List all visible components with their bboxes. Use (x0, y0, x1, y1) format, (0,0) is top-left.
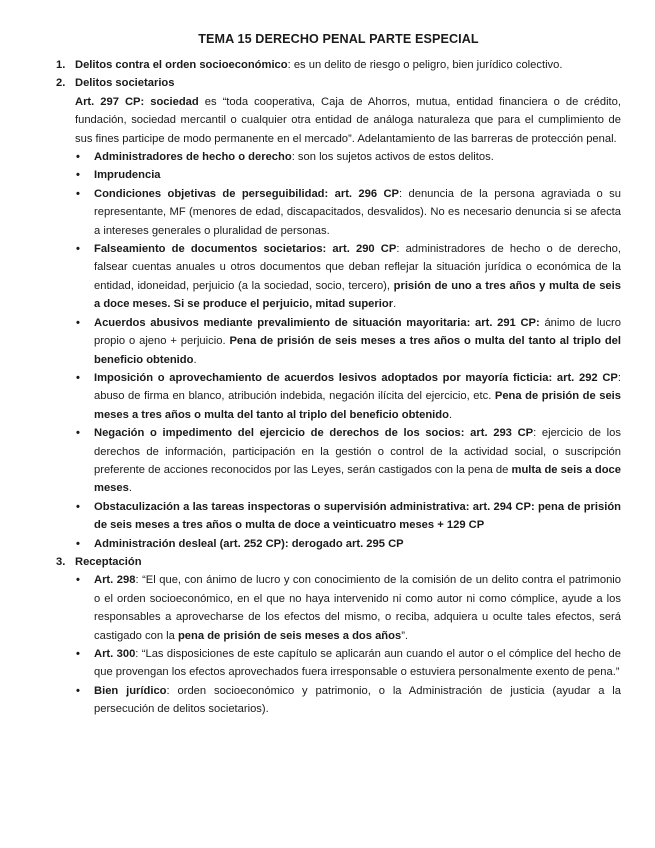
text-run: . (393, 298, 397, 311)
text-run: : son los sujetos activos de estos delitos. (291, 151, 494, 164)
section-2-heading: Delitos societarios (75, 77, 175, 90)
text-run: . (448, 408, 453, 421)
text-run: : “Las disposiciones de este capítulo se aplicarán aun cuando el autor o el cómplice del hecho de que provengan los efectos aprovechados fuera irresponsable o estuviera personalmente exento de pena.” (94, 648, 621, 679)
section-1-text: : es un delito de riesgo o peligro, bien jurídico colectivo. (287, 59, 563, 71)
text-run: Art. 298 (94, 574, 136, 587)
section-1-heading: Delitos contra el orden socioeconómico (75, 59, 288, 71)
text-run: Imposición o aprovechamiento de acuerdos lesivos adoptados por mayoría ficticia: art. 292 CP (94, 371, 618, 384)
list-item (76, 240, 621, 314)
text-run: Imprudencia (94, 169, 161, 182)
text-run: Art. 300 (94, 648, 136, 660)
text-run: Falseamiento de documentos societarios: art. 290 CP (94, 243, 397, 256)
list-item (76, 148, 621, 166)
section-number: 2. (56, 77, 66, 90)
text-run: Administración desleal (art. 252 CP): derogado art. 295 CP (94, 537, 404, 550)
list-item (76, 571, 621, 645)
text-run: : denuncia de la persona agraviada o su representante, MF (menores de edad, discapacitados, desvalidos). No es necesario denuncia si se afecta a intereses generales o pluralidad de personas. (94, 187, 621, 237)
text-run: Pena de prisión de seis meses a tres años o multa del tanto al triplo del beneficio obtenido (94, 335, 621, 366)
section-1-body (75, 56, 621, 74)
list-item (76, 498, 621, 535)
text-run: multa de seis a doce meses (94, 463, 621, 495)
list-item (76, 369, 621, 424)
text-run: . (193, 353, 197, 366)
intro-run: Art. 297 CP: sociedad (75, 95, 199, 108)
list-item (76, 682, 621, 719)
section-3 (56, 553, 621, 571)
document-body (56, 56, 621, 719)
section-2 (56, 74, 621, 148)
list-item (76, 424, 621, 498)
text-run: pena de prisión de seis meses a dos años (177, 629, 402, 642)
text-run: : abuso de firma en blanco, atribución indebida, negación ilícita del ejercicio, etc. (94, 371, 621, 403)
text-run: : “El que, con ánimo de lucro y con conocimiento de la comisión de un delito contra el patrimonio o el orden socioeconómico, en el que no haya intervenido ni como autor ni como cómplice, ayude a los responsables a aprovecharse de los efectos del mismo, o reciba, adquiera u oculte tales efectos, será castigado con la (94, 574, 621, 642)
text-run: Acuerdos abusivos mediante prevalimiento de situación mayoritaria: art. 291 CP: (94, 316, 540, 329)
list-item (76, 314, 621, 369)
text-run: : ejercicio de los derechos de información, participación en la gestión o control de la actividad social, o suscripción preferente de acciones reconocidos por las Leyes, serán castigados con la pena de (94, 427, 621, 476)
list-item (76, 166, 621, 184)
text-run: Administradores de hecho o derecho (94, 151, 292, 164)
list-item (76, 535, 621, 553)
text-run: ánimo de lucro propio o ajeno + perjuicio. (94, 316, 621, 348)
section-2-intro (75, 93, 621, 148)
text-run: ”. (401, 629, 409, 642)
section-3-list (56, 571, 621, 718)
text-run: Condiciones objetivas de perseguibilidad: art. 296 CP (94, 187, 400, 200)
text-run: Bien jurídico (94, 684, 167, 697)
section-3-heading: Receptación (75, 555, 142, 568)
section-number: 3. (56, 555, 66, 568)
list-item (76, 645, 621, 682)
text-run: : orden socioeconómico y patrimonio, o la Administración de justicia (ayudar a la persecución de delitos societarios). (94, 684, 621, 716)
document-title: TEMA 15 DERECHO PENAL PARTE ESPECIAL (198, 32, 479, 46)
section-3-body (75, 553, 621, 571)
intro-run: es “toda cooperativa, Caja de Ahorros, mutua, entidad financiera o de crédito, fundación, sociedad mercantil o cualquier otra entidad de análoga naturaleza que para el cumplimiento de sus fines participe de modo permanente en el mercado”. Adelantamiento de las barreras de protección penal. (75, 95, 621, 145)
section-number: 1. (56, 59, 66, 71)
text-run: . (128, 482, 132, 495)
section-2-body (75, 74, 621, 148)
section-2-list (56, 148, 621, 553)
text-run: prisión de uno a tres años y multa de seis a doce meses. Si se produce el perjuicio, mitad superior (94, 279, 621, 311)
section-1 (56, 56, 621, 74)
text-run: Pena de prisión de seis meses a tres años o multa del tanto al triplo del beneficio obtenido (94, 390, 622, 421)
text-run: Negación o impedimento del ejercicio de derechos de los socios: art. 293 CP (94, 427, 534, 440)
text-run: Obstaculización a las tareas inspectoras o supervisión administrativa: art. 294 CP: pena de prisión de seis meses a tres años o multa de doce a veinticuatro meses + 129 CP (94, 500, 621, 532)
text-run: : administradores de hecho o de derecho, falsear cuentas anuales u otros documentos que deban reflejar la situación jurídica o económica de la entidad, idoneidad, perjuicio (a la sociedad, socio, tercero), (94, 243, 621, 292)
list-item (76, 185, 621, 240)
